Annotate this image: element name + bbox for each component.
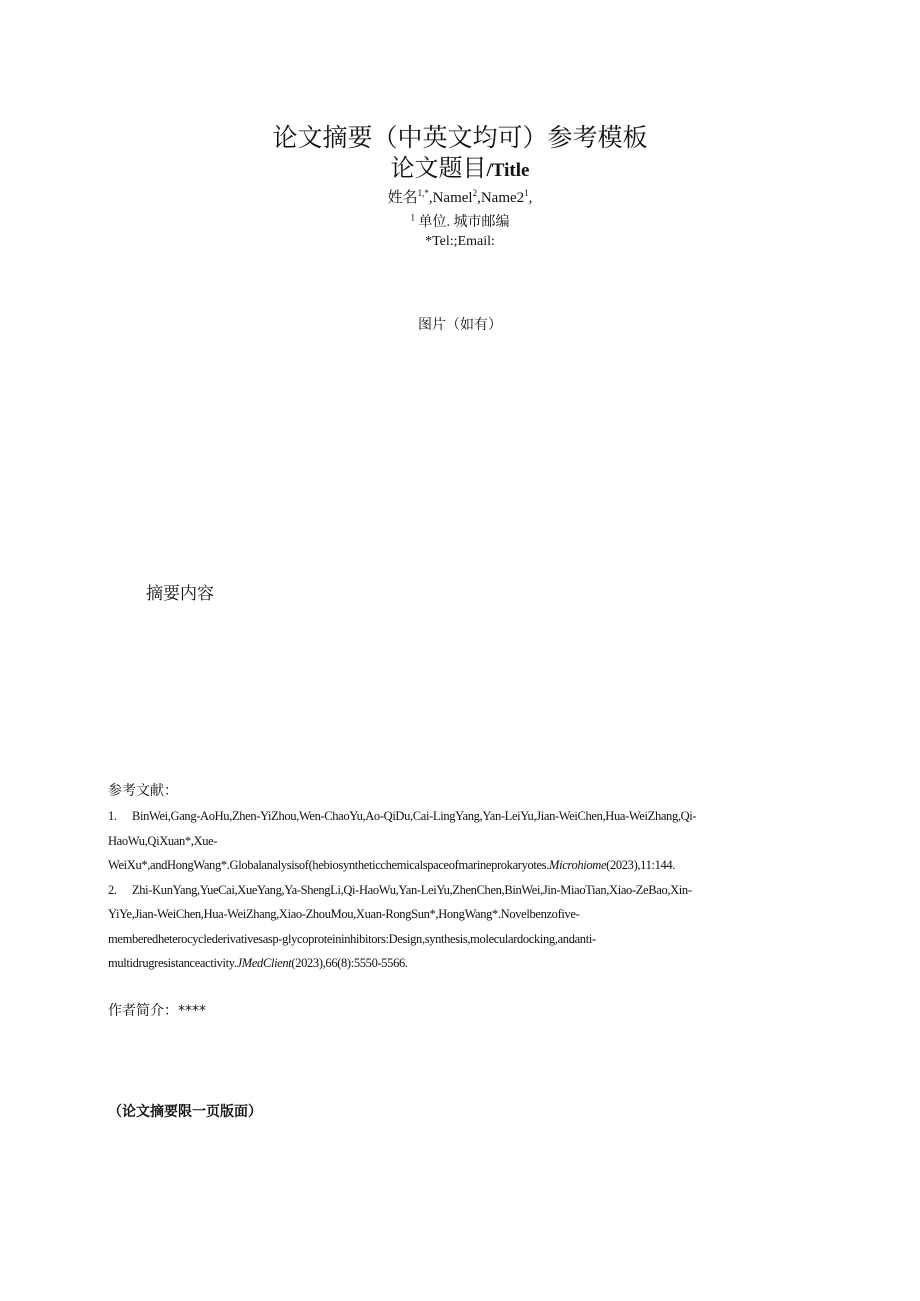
reference-text: Zhi-KunYang,YueCai,XueYang,Ya-ShengLi,Qi-HaoWu,Yan-LeiYu,ZhenChen,BinWei,Jin-MiaoTian,Xiao-ZeBao,Xin- [132, 882, 692, 897]
reference-text: BinWei,Gang-AoHu,Zhen-YiZhou,Wen-ChaoYu,Ao-QiDu,Cai-LingYang,Yan-LeiYu,Jian-WeiChen,Hua-WeiZhang,Qi- [132, 809, 697, 823]
reference-text: multidrugresistanceactivity. [108, 956, 237, 970]
page-limit-note: （论文摘要限一页版面） [108, 1104, 262, 1120]
reference-item-2 [108, 878, 788, 976]
main-title: 论文摘要（中英文均可）参考模板 [272, 123, 648, 152]
reference-text: YiYe,Jian-WeiChen,Hua-WeiZhang,Xiao-ZhouMou,Xuan-RongSun*,HongWang*.Novelbenzofive- [108, 907, 580, 921]
reference-line [108, 927, 788, 952]
reference-line [108, 804, 788, 829]
contact-line: *Tel:;Email: [425, 234, 495, 249]
reference-tail: (2023),11:144. [606, 858, 676, 872]
reference-tail: (2023),66(8):5550-5566. [291, 956, 408, 970]
author-bio: 作者简介：**** [108, 1003, 206, 1019]
reference-line [108, 853, 788, 878]
abstract-content: 摘要内容 [146, 584, 214, 604]
reference-list [108, 804, 788, 976]
author-1-superscript: 1,* [417, 188, 429, 198]
figure-placeholder: 图片（如有） [418, 318, 502, 333]
author-3-superscript: 1 [524, 188, 529, 198]
reference-line [108, 878, 788, 903]
author-line-trailing: , [528, 190, 533, 206]
reference-line [108, 829, 788, 854]
reference-journal: JMedClient [236, 956, 292, 970]
reference-text: WeiXu*,andHongWang*.Globalanalysisof(hebiosyntheticchemicalspaceofmarineprokaryotes. [108, 858, 550, 872]
reference-text: memberedheterocyclederivativesasp-glycoproteininhibitors:Design,synthesis,moleculardocking,andanti- [108, 931, 596, 946]
reference-item-1 [108, 804, 788, 878]
reference-line [108, 951, 788, 976]
affiliation-superscript: 1 [410, 212, 415, 223]
reference-number: 1. [108, 809, 117, 823]
author-name-3: ,Name2 [477, 190, 525, 206]
paper-title [0, 148, 920, 183]
reference-number: 2. [108, 882, 117, 897]
paper-title-en: /Title [486, 160, 530, 181]
author-line [0, 186, 920, 207]
author-name-1: 姓名 [387, 190, 418, 206]
references-heading: 参考文献： [108, 783, 178, 799]
affiliation-line [0, 211, 920, 231]
paper-title-cn: 论文题目 [390, 154, 487, 182]
author-name-2: ,Namel [428, 190, 473, 206]
author-2-superscript: 2 [472, 188, 478, 198]
reference-text: HaoWu,QiXuan*,Xue- [108, 833, 218, 848]
affiliation-text: 单位. 城市邮编 [418, 215, 510, 230]
reference-journal: Microhiome [549, 858, 607, 872]
reference-line [108, 902, 788, 927]
